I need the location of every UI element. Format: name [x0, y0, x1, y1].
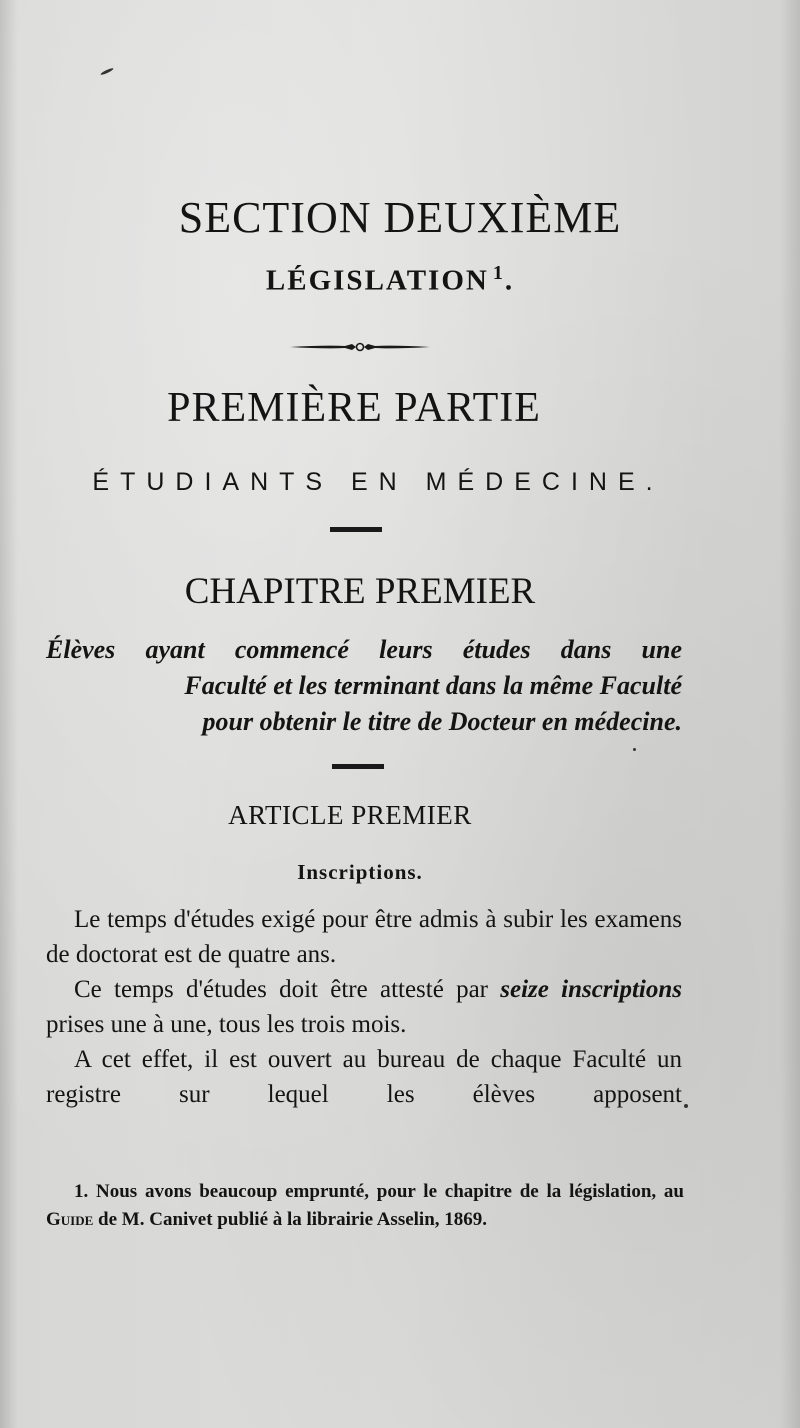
legislation-period: .: [504, 264, 515, 297]
footnote-text-start: 1. Nous avons beaucoup emprunté, pour le chapitre de la législation, au: [74, 1181, 684, 1202]
short-rule-1: [330, 527, 382, 532]
paragraph-2-start: Ce temps d'études doit être attesté par: [74, 976, 489, 1003]
short-rule-2: [332, 764, 384, 769]
body-text: [46, 902, 682, 1112]
paragraph-2-emphasis: seize inscriptions: [500, 976, 683, 1003]
ornament-divider: [290, 340, 430, 354]
article-subtitle: Inscriptions.: [297, 860, 423, 884]
chapter-subtitle-line-1: Élèves ayant commencé leurs études dans une: [46, 635, 682, 664]
footnote-marker: 1: [492, 262, 505, 284]
chapter-subtitle: [46, 632, 682, 740]
section-title: SECTION DEUXIÈME: [178, 193, 622, 242]
ink-speck: [684, 1104, 688, 1108]
ink-speck: [100, 67, 114, 76]
paragraph-3: A cet effet, il est ouvert au bureau de chaque Faculté un registre sur lequel les élèves apposent: [46, 1046, 682, 1108]
chapter-subtitle-line-3: pour obtenir le titre de Docteur en médecine.: [202, 707, 682, 736]
ink-speck: [633, 748, 636, 751]
chapter-subtitle-line-2: Faculté et les terminant dans la même Faculté: [184, 671, 682, 700]
footnote-text-end: de M. Canivet publié à la librairie Asselin, 1869.: [98, 1209, 488, 1230]
legislation-heading: [0, 262, 790, 298]
legislation-text: LÉGISLATION: [265, 264, 489, 297]
paragraph-2-end: prises une à une, tous les trois mois.: [46, 1011, 407, 1038]
part-subtitle: ÉTUDIANTS EN MÉDECINE.: [92, 468, 664, 496]
footnote: [46, 1178, 684, 1234]
paragraph-2: [46, 972, 682, 1042]
chapter-title: CHAPITRE PREMIER: [184, 571, 536, 612]
footnote-text: [46, 1178, 684, 1234]
part-title: PREMIÈRE PARTIE: [167, 385, 541, 431]
article-title: ARTICLE PREMIER: [228, 800, 472, 830]
paragraph-1: Le temps d'études exigé pour être admis à subir les examens de doctorat est de quatre ans.: [46, 906, 682, 968]
footnote-guide: Guide: [46, 1209, 94, 1230]
